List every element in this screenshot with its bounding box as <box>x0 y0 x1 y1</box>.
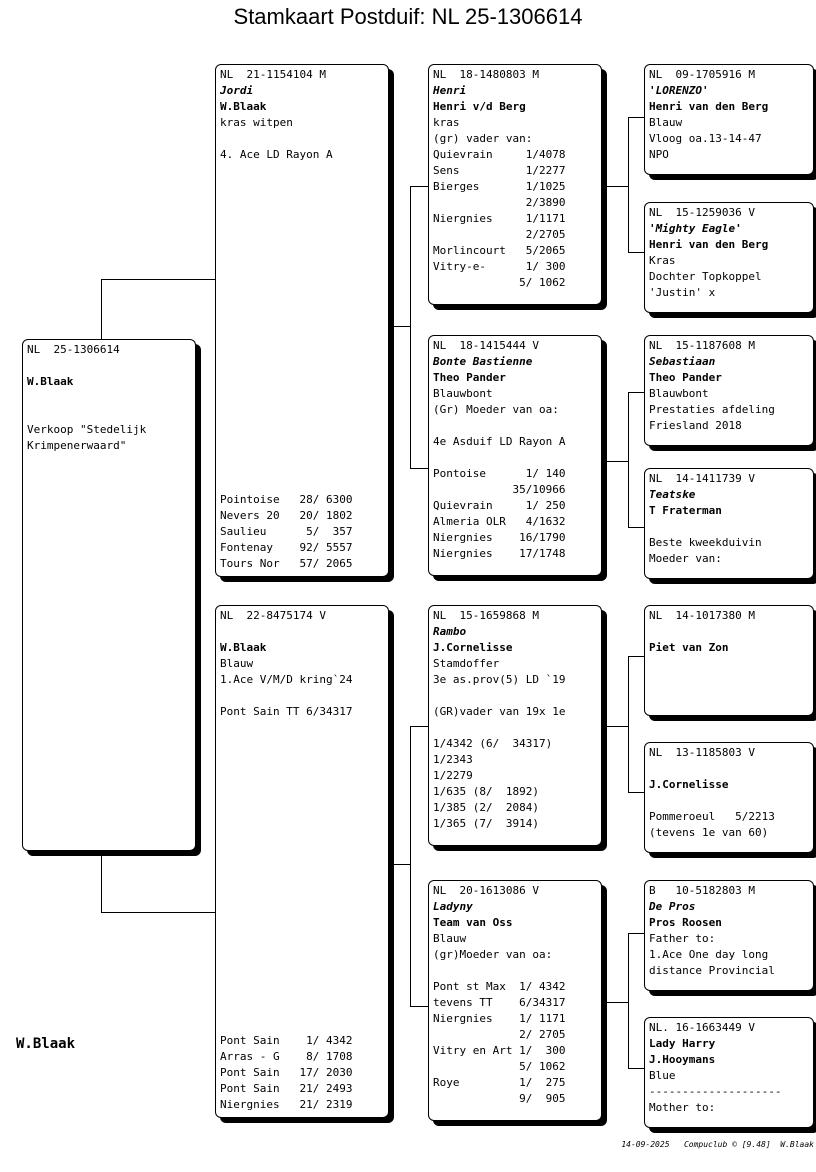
ancestor-card-ffm: NL 15-1259036 V 'Mighty Eagle' Henri van den Berg Kras Dochter Topkoppel 'Justin' x <box>644 202 814 313</box>
pigeon-name: 'Mighty Eagle' <box>649 222 742 235</box>
ring-number: NL 21-1154104 M <box>220 68 326 81</box>
page-title: Stamkaart Postduif: NL 25-1306614 <box>233 4 583 29</box>
breeder-name: W.Blaak <box>16 1036 76 1052</box>
ring-number: NL 15-1187608 M <box>649 339 755 352</box>
owner-name: Henri van den Berg <box>649 238 769 251</box>
owner-name: Henri v/d Berg <box>433 100 526 113</box>
pigeon-name: Jordi <box>220 84 254 97</box>
ancestor-card-fmf: NL 15-1187608 M Sebastiaan Theo Pander Blauwbont Prestaties afdeling Friesland 2018 <box>644 335 814 446</box>
pigeon-name: Teatske <box>649 488 696 501</box>
subject-card: NL 25-1306614 W.Blaak Verkoop "Stedelijk Krimpenerwaard" <box>22 339 196 851</box>
ancestor-card-mfm: NL 13-1185803 V J.Cornelisse Pommeroeul 5/2213 (tevens 1e van 60) <box>644 742 814 853</box>
owner-name: Pros Roosen <box>649 916 722 929</box>
ring-number: NL 15-1259036 V <box>649 206 755 219</box>
ancestor-card-mmm: NL. 16-1663449 V Lady Harry J.Hooymans Blue -------------------- Mother to: <box>644 1017 814 1128</box>
owner-name: T Fraterman <box>649 504 722 517</box>
ancestor-card-fff: NL 09-1705916 M 'LORENZO' Henri van den Berg Blauw Vloog oa.13-14-47 NPO <box>644 64 814 175</box>
owner-name: J.Cornelisse <box>433 641 513 654</box>
ancestor-card-fmm: NL 14-1411739 V Teatske T Fraterman Beste kweekduivin Moeder van: <box>644 468 814 579</box>
grandmother-paternal-card: NL 18-1415444 V Bonte Bastienne Theo Pander Blauwbont (Gr) Moeder van oa: 4e Asduif LD Rayon A Pontoise 1/ 140 35/10966 Quievrain 1/ 250 Almeria OLR 4/1632 Niergnies 16/1790 Niergnies 17/1748 <box>428 335 602 576</box>
pigeon-name: Bonte Bastienne <box>433 355 533 368</box>
pigeon-name: Rambo <box>433 625 467 638</box>
ring-number: NL 18-1415444 V <box>433 339 539 352</box>
ring-number: NL 15-1659868 M <box>433 609 539 622</box>
owner-name: J.Hooymans <box>649 1053 716 1066</box>
ring-number: NL 20-1613086 V <box>433 884 539 897</box>
pigeon-name: Lady Harry <box>649 1037 716 1050</box>
owner-name: Piet van Zon <box>649 641 729 654</box>
owner-name: W.Blaak <box>220 100 267 113</box>
pigeon-name: De Pros <box>649 900 696 913</box>
grandmother-maternal-card: NL 20-1613086 V Ladyny Team van Oss Blauw (gr)Moeder van oa: Pont st Max 1/ 4342 tevens TT 6/34317 Niergnies 1/ 1171 2/ 2705 Vitry en Art 1/ 300 5/ 1062 Roye 1/ 275 9/ 905 <box>428 880 602 1121</box>
ring-number: B 10-5182803 M <box>649 884 755 897</box>
father-card: NL 21-1154104 M Jordi W.Blaak kras witpen 4. Ace LD Rayon A Pointoise 28/ 6300 Nevers 20 20/ 1802 Saulieu 5/ 357 Fontenay 92/ 5557 Tours Nor 57/ 2065 <box>215 64 389 577</box>
ancestor-card-mff <box>644 605 814 716</box>
owner-name: Team van Oss <box>433 916 513 929</box>
results-list: Pointoise 28/ 6300 Nevers 20 20/ 1802 Saulieu 5/ 357 Fontenay 92/ 5557 Tours Nor 57/ 2065 <box>220 493 353 570</box>
pigeon-name: 'LORENZO' <box>649 84 709 97</box>
ring-number: NL 25-1306614 <box>27 343 120 356</box>
pigeon-name: Ladyny <box>433 900 473 913</box>
grandfather-paternal-card: NL 18-1480803 M Henri Henri v/d Berg kras (gr) vader van: Quievrain 1/4078 Sens 1/2277 Bierges 1/1025 2/3890 Niergnies 1/1171 2/2705 Morlincourt 5/2065 Vitry-e- 1/ 300 5/ 1062 <box>428 64 602 305</box>
owner-name: W.Blaak <box>220 641 267 654</box>
pigeon-name: Henri <box>433 84 467 97</box>
ring-number: NL 22-8475174 V <box>220 609 326 622</box>
ring-number: NL 13-1185803 V <box>649 746 755 759</box>
results-list: Pont Sain 1/ 4342 Arras - G 8/ 1708 Pont Sain 17/ 2030 Pont Sain 21/ 2493 Niergnies 21/ 2319 <box>220 1034 353 1111</box>
ring-number: NL 09-1705916 M <box>649 68 755 81</box>
mother-card: NL 22-8475174 V W.Blaak Blauw 1.Ace V/M/D kring`24 Pont Sain TT 6/34317 Pont Sain 1/ 4342 Arras - G 8/ 1708 Pont Sain 17/ 2030 Pont Sain 21/ 2493 Niergnies 21/ 2319 <box>215 605 389 1118</box>
ring-number: NL 14-1017380 M <box>649 609 755 622</box>
pigeon-name: Sebastiaan <box>649 355 716 368</box>
owner-name: Theo Pander <box>433 371 506 384</box>
ring-number: NL. 16-1663449 V <box>649 1021 755 1034</box>
ancestor-card-mmf: B 10-5182803 M De Pros Pros Roosen Father to: 1.Ace One day long distance Provincial <box>644 880 814 991</box>
owner-name: Henri van den Berg <box>649 100 769 113</box>
grandfather-maternal-card: NL 15-1659868 M Rambo J.Cornelisse Stamdoffer 3e as.prov(5) LD `19 (GR)vader van 19x 1e 1/4342 (6/ 34317) 1/2343 1/2279 1/635 (8/ 1892) 1/385 (2/ 2084) 1/365 (7/ 3914) <box>428 605 602 846</box>
ring-number: NL 18-1480803 M <box>433 68 539 81</box>
ring-number: NL 14-1411739 V <box>649 472 755 485</box>
owner-name: W.Blaak <box>27 375 74 388</box>
print-info: 14-09-2025 Compuclub © [9.48] W.Blaak <box>621 1140 814 1149</box>
owner-name: J.Cornelisse <box>649 778 729 791</box>
owner-name: Theo Pander <box>649 371 722 384</box>
